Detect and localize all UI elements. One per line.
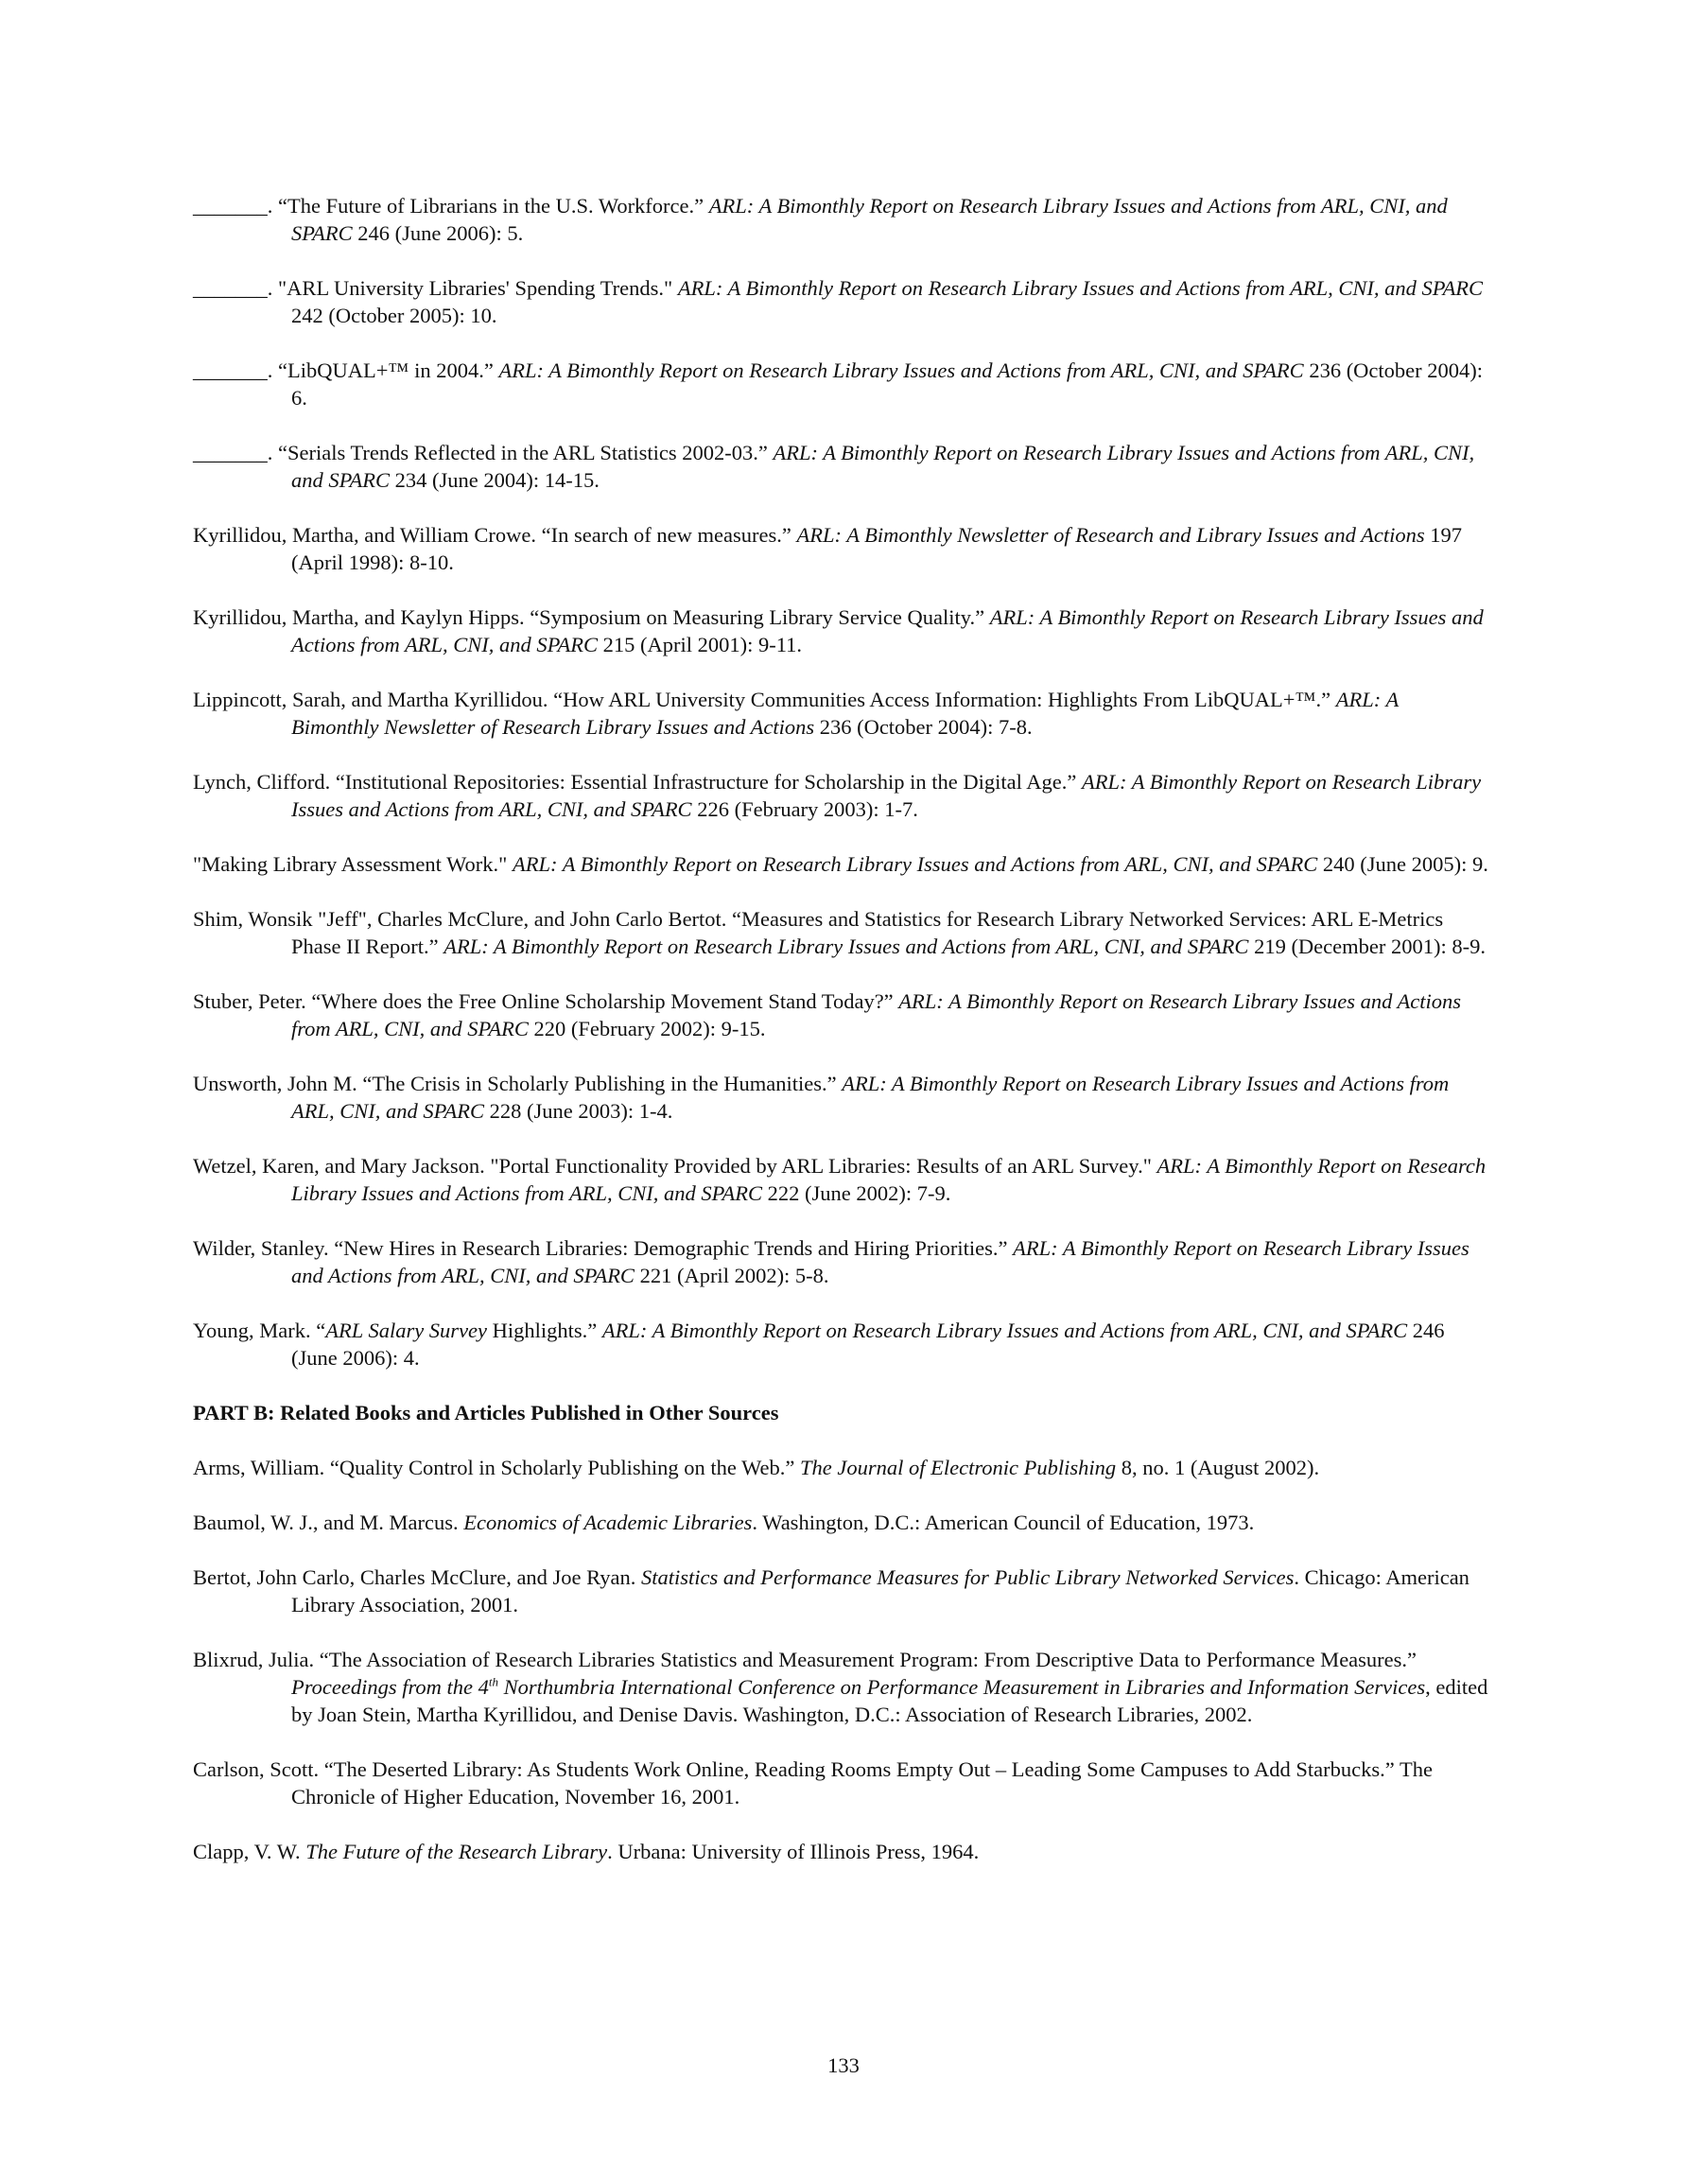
page-number: 133 (827, 2053, 860, 2077)
citation-title: The Journal of Electronic Publishing (800, 1456, 1117, 1479)
bibliography-entry (193, 521, 1490, 576)
bibliography-entry (193, 1234, 1490, 1289)
bibliography-entry (193, 603, 1490, 658)
citation-text: Young, Mark. “ (193, 1319, 326, 1342)
bibliography-entry (193, 987, 1490, 1042)
citation-text: . Urbana: University of Illinois Press, 1964. (607, 1840, 980, 1863)
citation-text: _______. “Serials Trends Reflected in the ARL Statistics 2002-03.” (193, 441, 774, 464)
citation-text: Blixrud, Julia. “The Association of Research Libraries Statistics and Measurement Program: From Descriptive Data to Performance Measures.” (193, 1648, 1417, 1671)
citation-title: ARL: A Bimonthly Report on Research Library Issues and Actions from ARL, CNI, and SPARC (291, 989, 1462, 1040)
citation-text: 222 (June 2002): 7-9. (761, 1181, 951, 1205)
citation-title: Proceedings from the 4 (291, 1675, 489, 1699)
citation-title: ARL: A Bimonthly Report on Research Library Issues and Actions from ARL, CNI, and SPARC (512, 852, 1318, 876)
bibliography-page (193, 192, 1490, 1893)
citation-text: 234 (June 2004): 14-15. (389, 468, 600, 492)
citation-title: ARL: A Bimonthly Report on Research Library Issues and Actions from ARL, CNI, and SPARC (498, 358, 1304, 382)
citation-title: ARL: A Bimonthly Report on Research Library Issues and Actions from ARL, CNI, and SPARC (677, 276, 1484, 300)
bibliography-entry (193, 1152, 1490, 1207)
bibliography-entry (193, 1509, 1490, 1536)
citation-text: Stuber, Peter. “Where does the Free Online Scholarship Movement Stand Today?” (193, 989, 899, 1013)
citation-text: Clapp, V. W. (193, 1840, 306, 1863)
bibliography-entry (193, 1317, 1490, 1372)
citation-text: _______. "ARL University Libraries' Spending Trends." (193, 276, 678, 300)
citation-title: ARL: A Bimonthly Report on Research Library Issues and Actions from ARL, CNI, and SPARC (291, 605, 1484, 656)
part-b-list (193, 1454, 1490, 1865)
citation-title: ARL: A Bimonthly Report on Research Library Issues and Actions from ARL, CNI, and SPARC (291, 770, 1482, 821)
bibliography-entry (193, 357, 1490, 411)
bibliography-entry (193, 439, 1490, 494)
citation-text: Bertot, John Carlo, Charles McClure, and Joe Ryan. (193, 1565, 642, 1589)
section-heading: PART B: Related Books and Articles Published in Other Sources (193, 1401, 779, 1424)
citation-text: 236 (October 2004): 6. (291, 358, 1484, 410)
citation-title: Statistics and Performance Measures for Public Library Networked Services (641, 1565, 1295, 1589)
citation-text: 215 (April 2001): 9-11. (597, 633, 802, 656)
bibliography-entry (193, 905, 1490, 960)
citation-text: 8, no. 1 (August 2002). (1116, 1456, 1320, 1479)
citation-title: th (488, 1674, 499, 1689)
bibliography-entry (193, 1564, 1490, 1618)
citation-title: ARL: A Bimonthly Newsletter of Research and Library Issues and Actions (796, 523, 1425, 547)
citation-text: , edited by Joan Stein, Martha Kyrillidou, and Denise Davis. Washington, D.C.: Association of Research Libraries, 2002. (291, 1675, 1488, 1726)
citation-title: ARL Salary Survey (325, 1319, 488, 1342)
citation-text: Lippincott, Sarah, and Martha Kyrillidou. “How ARL University Communities Access Information: Highlights From LibQUAL+™.” (193, 688, 1336, 711)
citation-text: _______. “LibQUAL+™ in 2004.” (193, 358, 499, 382)
citation-text: 197 (April 1998): 8-10. (291, 523, 1462, 574)
citation-title: ARL: A Bimonthly Report on Research Library Issues and Actions from ARL, CNI, and SPARC (291, 1236, 1470, 1287)
citation-text: 221 (April 2002): 5-8. (634, 1264, 829, 1287)
citation-title: Northumbria International Conference on Performance Measurement in Libraries and Information Services (498, 1675, 1426, 1699)
citation-title: ARL: A Bimonthly Report on Research Library Issues and Actions from ARL, CNI, and SPARC (291, 1154, 1487, 1205)
bibliography-entry (193, 1454, 1490, 1481)
citation-text: Wetzel, Karen, and Mary Jackson. "Portal Functionality Provided by ARL Libraries: Results of an ARL Survey." (193, 1154, 1157, 1178)
bibliography-entry (193, 850, 1490, 878)
citation-text: 228 (June 2003): 1-4. (483, 1099, 673, 1123)
citation-text: 242 (October 2005): 10. (291, 304, 497, 327)
citation-text: Lynch, Clifford. “Institutional Repositories: Essential Infrastructure for Scholarship in the Digital Age.” (193, 770, 1083, 794)
bibliography-entry (193, 1070, 1490, 1125)
part-a-list (193, 192, 1490, 1372)
citation-text: Arms, William. “Quality Control in Scholarly Publishing on the Web.” (193, 1456, 801, 1479)
bibliography-entry (193, 1756, 1490, 1810)
citation-text: Baumol, W. J., and M. Marcus. (193, 1511, 464, 1534)
citation-text: _______. “The Future of Librarians in the U.S. Workforce.” (193, 194, 709, 218)
citation-text: Shim, Wonsik "Jeff", Charles McClure, and John Carlo Bertot. “Measures and Statistics for Research Library Networked Services: ARL E-Metrics Phase II Report.” (193, 907, 1444, 958)
bibliography-entry (193, 686, 1490, 741)
citation-text: Carlson, Scott. “The Deserted Library: As Students Work Online, Reading Rooms Empty Out – Leading Some Campuses to Add Starbucks.” The Chronicle of Higher Education, November 16, 2001. (193, 1757, 1433, 1808)
citation-title: The Future of the Research Library (305, 1840, 608, 1863)
citation-text: 219 (December 2001): 8-9. (1248, 935, 1486, 958)
citation-text: 246 (June 2006): 4. (291, 1319, 1445, 1370)
citation-text: 240 (June 2005): 9. (1317, 852, 1488, 876)
citation-text: Unsworth, John M. “The Crisis in Scholarly Publishing in the Humanities.” (193, 1072, 843, 1095)
citation-title: ARL: A Bimonthly Report on Research Library Issues and Actions from ARL, CNI, and SPARC (291, 441, 1475, 492)
citation-text: 246 (June 2006): 5. (352, 221, 524, 245)
citation-title: ARL: A Bimonthly Newsletter of Research Library Issues and Actions (291, 688, 1399, 739)
citation-title: ARL: A Bimonthly Report on Research Library Issues and Actions from ARL, CNI, and SPARC (291, 194, 1448, 245)
bibliography-entry (193, 192, 1490, 247)
citation-text: . Chicago: American Library Association, 2001. (291, 1565, 1470, 1616)
citation-text: Wilder, Stanley. “New Hires in Research Libraries: Demographic Trends and Hiring Priorities.” (193, 1236, 1014, 1260)
citation-text: 226 (February 2003): 1-7. (691, 797, 918, 821)
citation-text: Kyrillidou, Martha, and Kaylyn Hipps. “Symposium on Measuring Library Service Quality.” (193, 605, 990, 629)
citation-title: ARL: A Bimonthly Report on Research Library Issues and Actions from ARL, CNI, and SPARC (443, 935, 1249, 958)
citation-text: 236 (October 2004): 7-8. (814, 715, 1033, 739)
citation-text: 220 (February 2002): 9-15. (528, 1017, 766, 1040)
citation-title: Economics of Academic Libraries (463, 1511, 753, 1534)
citation-text: Kyrillidou, Martha, and William Crowe. “In search of new measures.” (193, 523, 797, 547)
citation-text: "Making Library Assessment Work." (193, 852, 513, 876)
citation-text: Highlights.” (487, 1319, 602, 1342)
citation-title: ARL: A Bimonthly Report on Research Library Issues and Actions from ARL, CNI, and SPARC (291, 1072, 1450, 1123)
bibliography-entry (193, 1838, 1490, 1865)
bibliography-entry (193, 768, 1490, 823)
citation-text: . Washington, D.C.: American Council of Education, 1973. (752, 1511, 1255, 1534)
citation-title: ARL: A Bimonthly Report on Research Library Issues and Actions from ARL, CNI, and SPARC (601, 1319, 1408, 1342)
bibliography-entry (193, 1646, 1490, 1728)
bibliography-entry (193, 274, 1490, 329)
